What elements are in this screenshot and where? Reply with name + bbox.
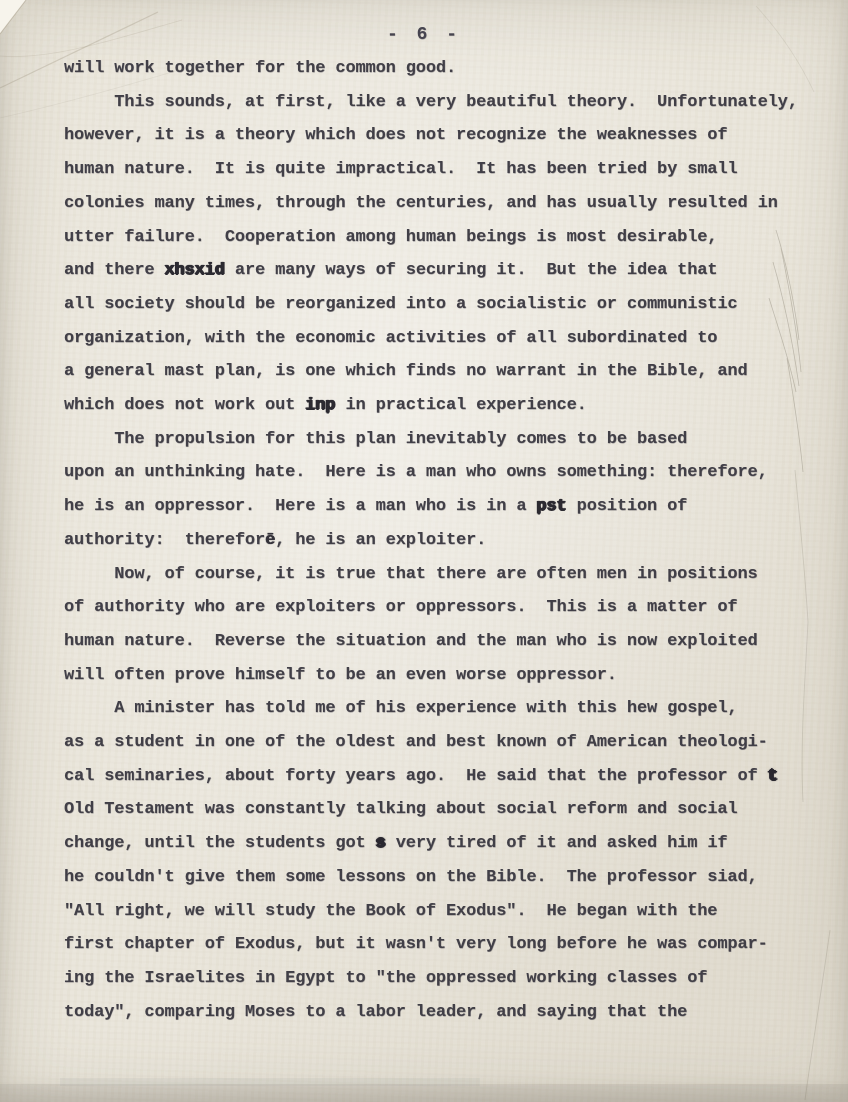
text-segment: cal seminaries, about forty years ago. He said that the professor of xyxy=(64,766,768,786)
struck-text: xhsxid xyxy=(164,261,225,281)
text-segment: all society should be reorganized into a socialistic or communistic xyxy=(64,294,738,314)
text-line xyxy=(64,726,824,760)
text-segment: position of xyxy=(566,497,688,517)
text-segment: of authority who are exploiters or oppressors. This is a matter of xyxy=(64,598,738,618)
page-number: - 6 - xyxy=(386,25,461,45)
text-segment: he couldn't give them some lessons on the Bible. The professor siad, xyxy=(64,867,758,887)
text-line xyxy=(64,962,824,996)
text-segment: however, it is a theory which does not recognize the weaknesses of xyxy=(64,126,728,146)
text-segment: Old Testament was constantly talking about social reform and social xyxy=(64,800,738,820)
text-line xyxy=(64,288,824,322)
text-segment: "All right, we will study the Book of Exodus". He began with the xyxy=(64,901,718,921)
text-segment: Now, of course, it is true that there are often men in positions xyxy=(64,564,758,584)
text-segment: upon an unthinking hate. Here is a man who owns something: therefore, xyxy=(64,463,768,483)
text-line xyxy=(64,895,824,929)
text-line xyxy=(64,187,824,221)
text-segment: very tired of it and asked him if xyxy=(385,834,728,854)
text-line xyxy=(64,221,824,255)
text-segment: change, until the students got xyxy=(64,834,376,854)
text-line xyxy=(64,625,824,659)
text-segment: human nature. It is quite impractical. It has been tried by small xyxy=(64,160,738,180)
text-line xyxy=(64,659,824,693)
text-line xyxy=(64,119,824,153)
text-segment: authority: therefor xyxy=(64,530,266,550)
text-line xyxy=(64,827,824,861)
text-segment: and there xyxy=(64,261,165,281)
text-line xyxy=(64,793,824,827)
text-segment: as a student in one of the oldest and best known of American theologi- xyxy=(64,733,768,753)
text-segment: , he is an exploiter. xyxy=(275,530,487,550)
text-segment: he is an oppressor. Here is a man who is in a xyxy=(64,497,537,517)
text-line xyxy=(64,355,824,389)
text-line xyxy=(64,86,824,120)
text-segment: utter failure. Cooperation among human beings is most desirable, xyxy=(64,227,718,247)
blot-text: t xyxy=(767,766,778,786)
text-segment: will work together for the common good. xyxy=(64,59,457,78)
text-segment: The propulsion for this plan inevitably comes to be based xyxy=(64,429,688,449)
struck-text: inp xyxy=(305,396,336,416)
text-segment: human nature. Reverse the situation and the man who is now exploited xyxy=(64,631,758,651)
text-segment: today", comparing Moses to a labor leader, and saying that the xyxy=(64,1002,688,1022)
overtype-text: ē xyxy=(265,530,276,550)
text-line xyxy=(64,760,824,794)
struck-text: pst xyxy=(536,497,567,517)
text-line xyxy=(64,423,824,457)
text-line xyxy=(64,591,824,625)
text-line xyxy=(64,254,824,288)
text-segment: organization, with the economic activities of all subordinated to xyxy=(64,328,718,348)
text-segment: colonies many times, through the centuries, and has usually resulted in xyxy=(64,193,778,213)
text-line xyxy=(64,692,824,726)
text-segment: will often prove himself to be an even worse oppressor. xyxy=(64,665,617,685)
text-segment: This sounds, at first, like a very beautiful theory. Unfortunately, xyxy=(64,92,798,112)
text-segment: are many ways of securing it. But the idea that xyxy=(224,261,718,281)
text-line xyxy=(64,153,824,187)
text-segment: which does not work out xyxy=(64,396,306,416)
text-segment: ing the Israelites in Egypt to "the oppressed working classes of xyxy=(64,968,708,988)
blot-text: s xyxy=(375,834,386,854)
text-line xyxy=(64,389,824,423)
text-line xyxy=(64,558,824,592)
text-segment: A minister has told me of his experience with this hew gospel, xyxy=(64,699,738,719)
text-line xyxy=(64,524,824,558)
text-segment: first chapter of Exodus, but it wasn't very long before he was compar- xyxy=(64,935,768,955)
text-line xyxy=(64,928,824,962)
typewritten-text xyxy=(64,52,824,1029)
text-segment: in practical experience. xyxy=(335,396,587,416)
text-line xyxy=(64,996,824,1030)
text-line xyxy=(64,52,824,86)
text-line xyxy=(64,861,824,895)
text-line xyxy=(64,456,824,490)
text-line xyxy=(64,322,824,356)
text-line xyxy=(64,490,824,524)
text-segment: a general mast plan, is one which finds no warrant in the Bible, and xyxy=(64,362,748,382)
